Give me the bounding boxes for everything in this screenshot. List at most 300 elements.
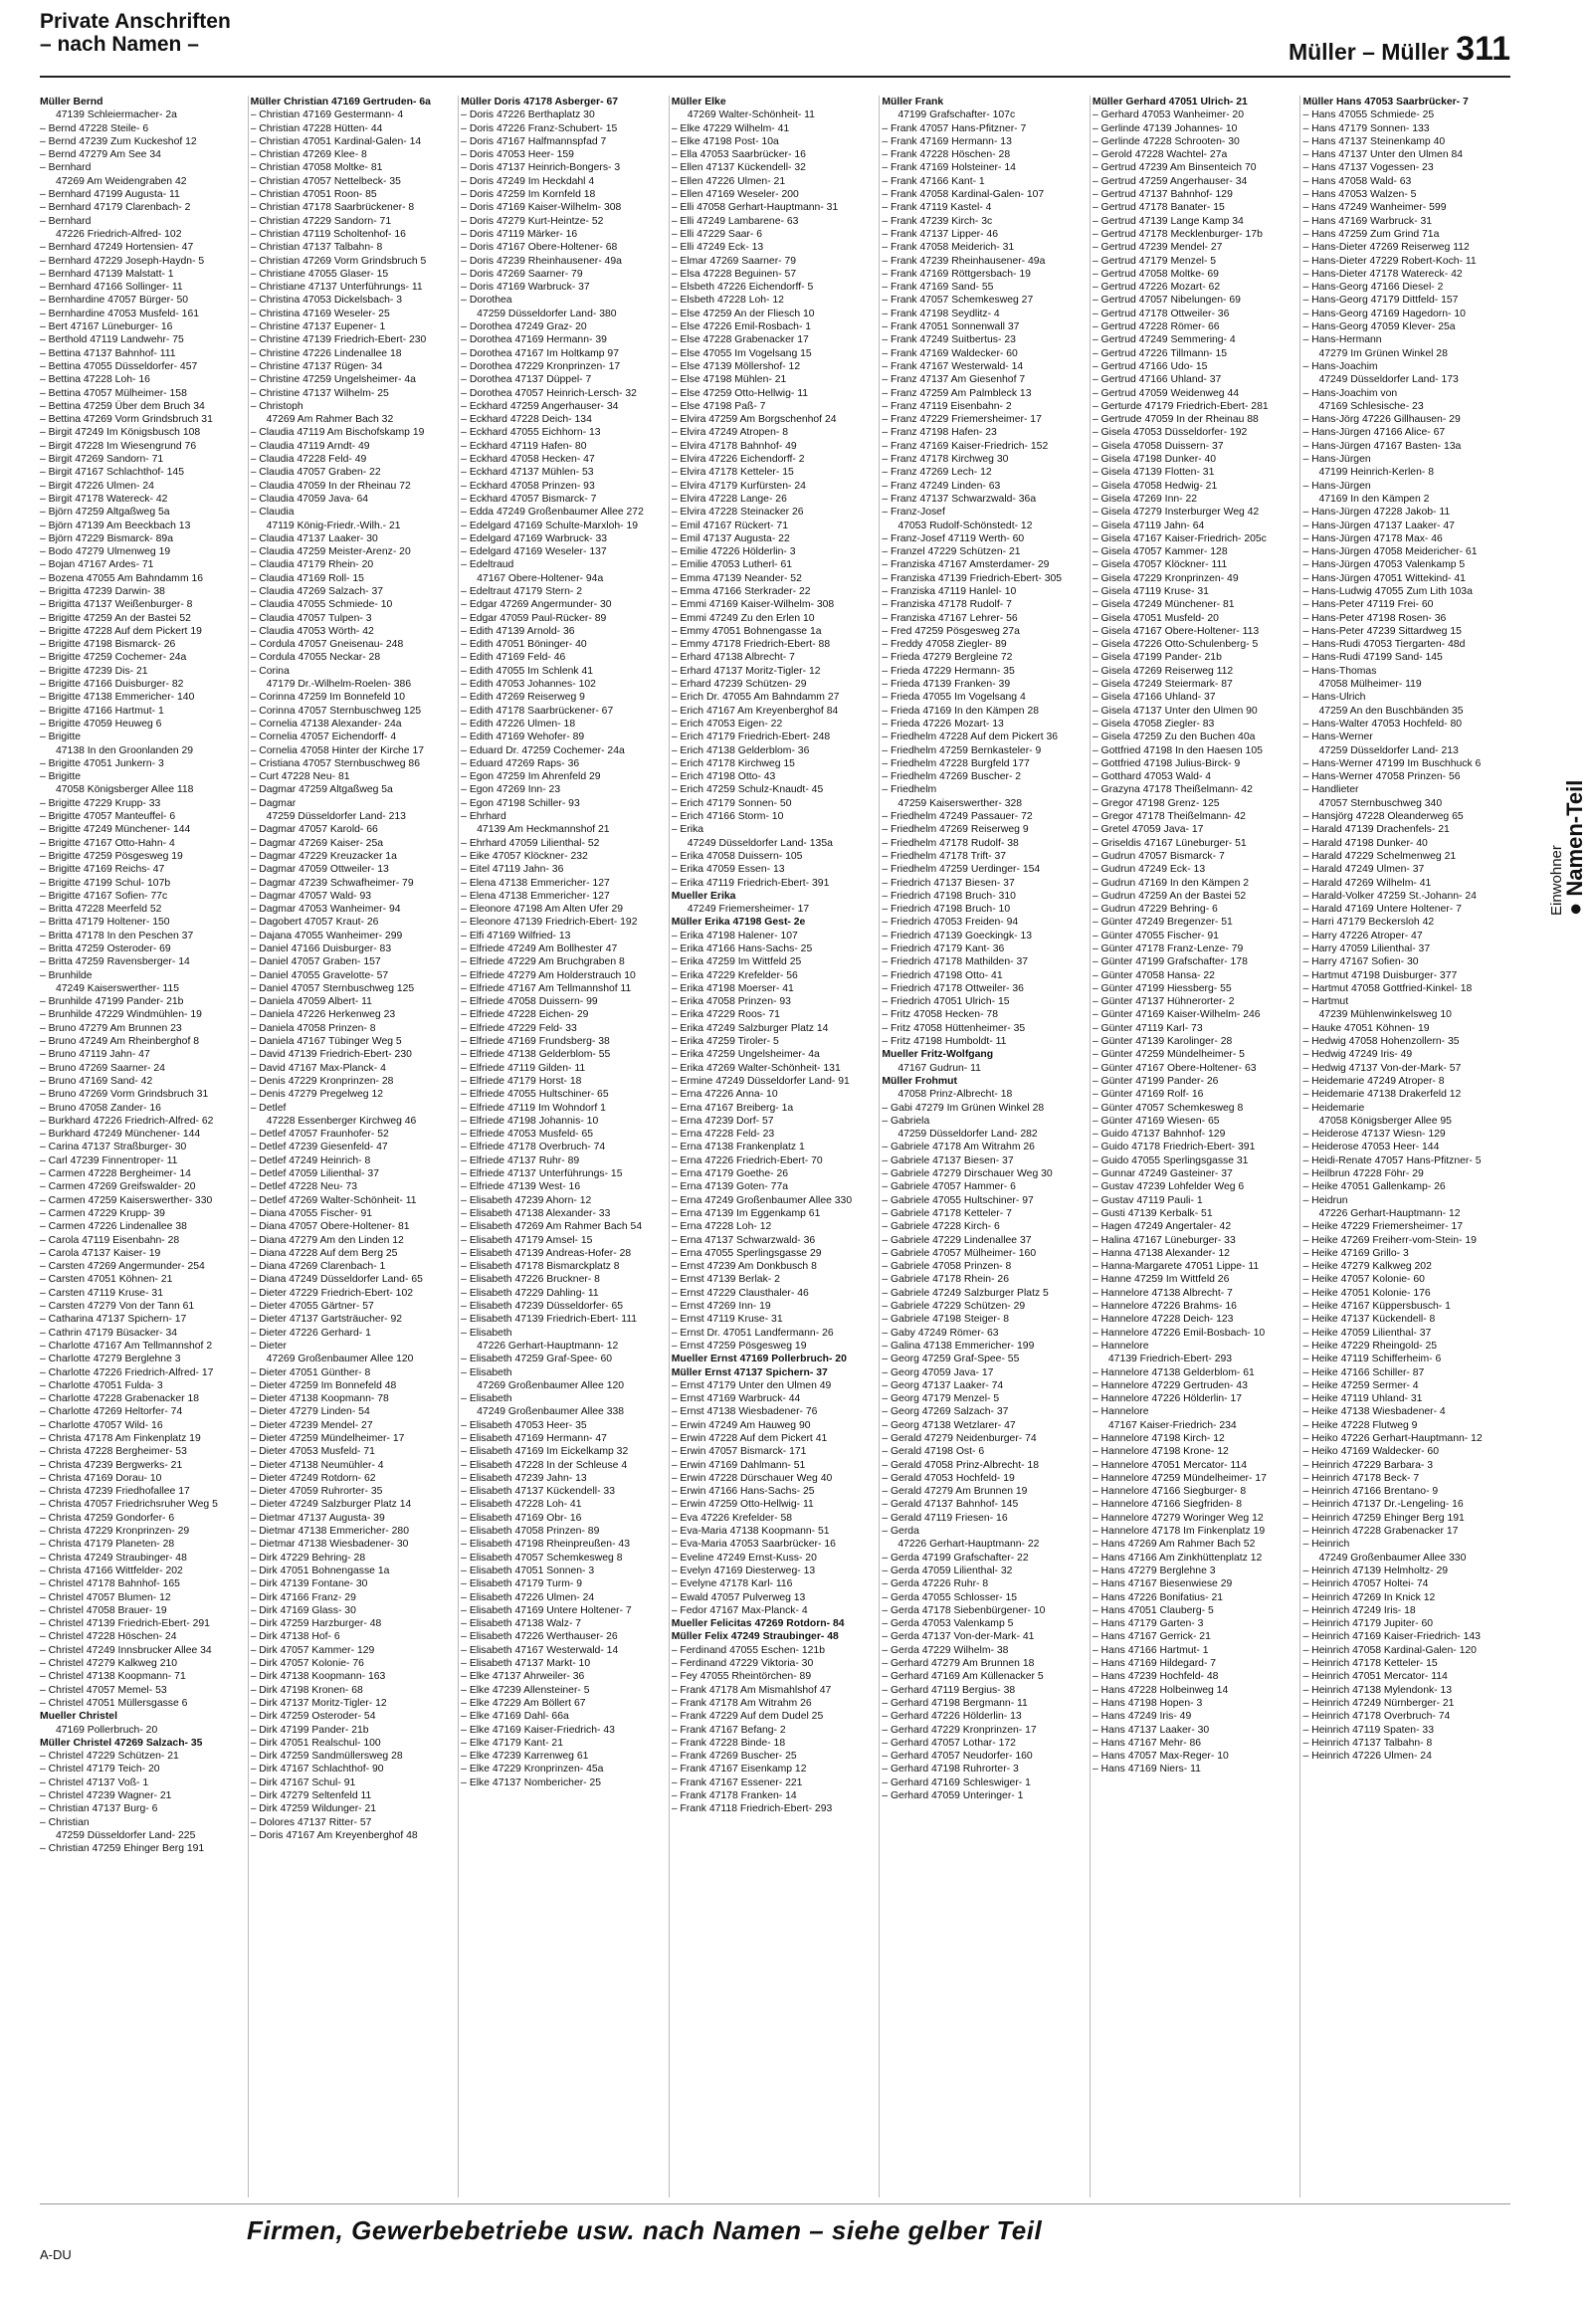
directory-entry: – Harald 47198 Dunker- 40 — [1302, 837, 1428, 849]
directory-entry: – Doris 47053 Heer- 159 — [461, 149, 574, 161]
directory-entry: – Carmen 47228 Bergheimer- 14 — [40, 1168, 191, 1180]
directory-entry: – Britta 47179 Holtener- 150 — [40, 917, 170, 929]
directory-entry: – Elisabeth 47167 Westerwald- 14 — [461, 1644, 619, 1656]
directory-entry: – Hans-Ludwig 47055 Zum Lith 103a — [1302, 585, 1473, 597]
directory-entry: – Elfriede 47228 Eichen- 29 — [461, 1009, 589, 1021]
directory-entry: – Gabi 47279 Im Grünen Winkel 28 — [882, 1102, 1045, 1114]
directory-entry: – Bozena 47055 Am Bahndamm 16 — [40, 572, 204, 584]
directory-entry: – Dirk 47167 Schul- 91 — [250, 1776, 356, 1788]
directory-entry: 47259 Düsseldorfer Land- 282 — [898, 1129, 1038, 1141]
directory-entry: – Hans-Werner 47199 Im Buschhuck 6 — [1302, 757, 1482, 769]
directory-entry: – Gabriele 47228 Kirch- 6 — [882, 1221, 1000, 1233]
directory-entry: – Gisela 47058 Ziegler- 83 — [1092, 718, 1215, 730]
directory-entry: – Gerhard 47057 Lothar- 172 — [882, 1737, 1016, 1749]
directory-entry: – Dieter 47279 Linden- 54 — [250, 1406, 370, 1418]
directory-entry: – Carsten 47279 Von der Tann 61 — [40, 1301, 195, 1313]
directory-entry: – Harald 47229 Schelmenweg 21 — [1302, 850, 1457, 862]
directory-entry: – Eduard Dr. 47259 Cochemer- 24a — [461, 744, 625, 756]
directory-entry: – Gabriele 47178 Am Witrahm 26 — [882, 1142, 1035, 1153]
directory-entry: – Edith 47269 Reiserweg 9 — [461, 692, 585, 704]
directory-entry: – Heilbrun 47228 Föhr- 29 — [1302, 1168, 1424, 1180]
directory-entry: – Bruno 47269 Saarner- 24 — [40, 1062, 165, 1074]
directory-entry: – Doris 47259 Im Kornfeld 18 — [461, 189, 596, 201]
directory-entry: – Dietmar 47138 Emmericher- 280 — [250, 1526, 409, 1538]
directory-entry: – Hannelore 47229 Gertruden- 43 — [1092, 1379, 1248, 1391]
directory-entry: – Hannelore 47166 Siegburger- 8 — [1092, 1486, 1247, 1498]
directory-entry: – Else 47198 Mühlen- 21 — [671, 374, 787, 386]
directory-entry: – Frank 47178 Am Mismahlshof 47 — [671, 1684, 832, 1696]
directory-entry: – Friedhelm 47269 Buscher- 2 — [882, 771, 1022, 783]
directory-entry: – Dagmar 47053 Wanheimer- 94 — [250, 904, 401, 916]
directory-entry: – Egon 47259 Im Ahrenfeld 29 — [461, 771, 601, 783]
directory-entry: – Friedrich 47179 Kant- 36 — [882, 943, 1005, 954]
directory-entry: – Friedrich 47198 Otto- 41 — [882, 969, 1003, 981]
directory-entry: – Emma 47139 Neander- 52 — [671, 572, 802, 584]
directory-entry: – Hans 47179 Sonnen- 133 — [1302, 122, 1430, 134]
directory-entry: – Gabriele 47057 Hammer- 6 — [882, 1181, 1016, 1193]
directory-entry: – Elfriede 47058 Duissern- 99 — [461, 996, 598, 1008]
directory-entry: – Claudia 47169 Roll- 15 — [250, 572, 364, 584]
directory-entry: – Else 47198 Paß- 7 — [671, 400, 766, 412]
directory-entry: – Hans-Joachim von — [1302, 387, 1398, 399]
directory-entry: – Ferdinand 47055 Eschen- 121b — [671, 1644, 825, 1656]
directory-entry: – Erika 47058 Prinzen- 93 — [671, 996, 791, 1008]
directory-entry: – Hans 47058 Wald- 63 — [1302, 175, 1412, 187]
directory-entry: – Heinrich 47229 Barbara- 3 — [1302, 1459, 1434, 1471]
directory-entry: – Frank 47137 Lipper- 46 — [882, 228, 998, 240]
directory-entry: – Franzel 47229 Schützen- 21 — [882, 546, 1021, 558]
directory-entry: – Heinrich 47249 Nürnberger- 21 — [1302, 1697, 1455, 1709]
directory-entry: – Ernst 47179 Unter den Ulmen 49 — [671, 1379, 832, 1391]
directory-entry: – Emma 47166 Sterkrader- 22 — [671, 585, 811, 597]
directory-entry: – Dieter 47138 Neumühler- 4 — [250, 1459, 384, 1471]
directory-entry: – Bernd 47239 Zum Kuckeshof 12 — [40, 135, 197, 147]
directory-entry: – Frank 47239 Rheinhausener- 49a — [882, 255, 1046, 267]
directory-entry: – Georg 47269 Salzach- 37 — [882, 1406, 1009, 1418]
directory-entry: – Gerda 47137 Von-der-Mark- 41 — [882, 1631, 1035, 1643]
directory-entry: 47226 Gerhart-Hauptmann- 12 — [477, 1340, 619, 1352]
directory-entry: – Dieter — [250, 1340, 287, 1352]
directory-entry: – Brigitte 47167 Sofien- 77c — [40, 890, 168, 902]
directory-entry: – Claudia 47137 Laaker- 30 — [250, 532, 378, 544]
directory-entry: – Friedhelm 47249 Passauer- 72 — [882, 811, 1033, 823]
footer-note: Firmen, Gewerbebetriebe usw. nach Namen – siehe gelber Teil — [247, 2215, 1043, 2245]
directory-entry: – Frank 47249 Suitbertus- 23 — [882, 334, 1016, 346]
directory-entry: – Dieter 47249 Salzburger Platz 14 — [250, 1499, 412, 1511]
directory-entry: – Diana 47057 Obere-Holtener- 81 — [250, 1221, 410, 1233]
directory-entry: – Grazyna 47178 Theißelmann- 42 — [1092, 784, 1253, 796]
directory-entry: – Gisela 47051 Musfeld- 20 — [1092, 612, 1219, 624]
directory-column — [40, 96, 249, 2197]
directory-entry: – Brigitte 47059 Heuweg 6 — [40, 718, 162, 730]
directory-entry: – Brigitte 47229 Krupp- 33 — [40, 797, 161, 809]
side-tab-line1: Einwohner — [1548, 845, 1565, 916]
directory-entry: – Hans-Dieter 47269 Reiserweg 112 — [1302, 242, 1470, 254]
directory-entry: – Ella 47053 Saarbrücker- 16 — [671, 149, 806, 161]
directory-entry: – Elisabeth 47259 Graf-Spee- 60 — [461, 1354, 613, 1365]
directory-entry: – Gerda 47053 Valenkamp 5 — [882, 1618, 1014, 1630]
directory-entry: – David 47167 Max-Planck- 4 — [250, 1062, 386, 1074]
directory-entry: – Frank 47057 Hans-Pfitzner- 7 — [882, 122, 1027, 134]
directory-entry: – Friedrich 47051 Ulrich- 15 — [882, 996, 1010, 1008]
directory-entry: – Günter 47055 Fischer- 91 — [1092, 930, 1219, 941]
directory-entry: – Hans 47166 Am Zinkhüttenplatz 12 — [1092, 1552, 1263, 1564]
directory-entry: – Dagmar 47057 Karold- 66 — [250, 824, 378, 836]
directory-entry: Müller Christian 47169 Gertruden- 6a — [250, 97, 431, 107]
directory-entry: – Erna 47179 Goethe- 26 — [671, 1168, 789, 1180]
directory-entry: – Gerald 47279 Neidenburger- 74 — [882, 1432, 1037, 1444]
directory-entry: – Gisela 47057 Kammer- 128 — [1092, 546, 1228, 558]
directory-entry: – Erich 47178 Kirchweg 15 — [671, 757, 795, 769]
directory-entry: – Charlotte 47057 Wild- 16 — [40, 1419, 163, 1431]
directory-entry: – Elisabeth 47137 Markt- 10 — [461, 1658, 591, 1670]
directory-entry: – Burkhard 47249 Münchener- 144 — [40, 1129, 201, 1141]
directory-entry: – Dieter 47259 Im Bonnefeld 48 — [250, 1379, 397, 1391]
directory-entry: – Carl 47239 Finnentroper- 11 — [40, 1154, 178, 1166]
directory-entry: – Elvira 47226 Eichendorff- 2 — [671, 454, 805, 466]
directory-entry: – Bettina 47057 Mülheimer- 158 — [40, 387, 187, 399]
directory-entry: – Dagmar 47059 Ottweiler- 13 — [250, 864, 389, 876]
directory-entry: – Christian 47269 Klee- 8 — [250, 149, 367, 161]
directory-entry: Mueller Christel — [40, 1711, 117, 1723]
directory-entry: – Dorothea 47169 Hermann- 39 — [461, 334, 607, 346]
directory-entry: – Hans-Rudi 47053 Tiergarten- 48d — [1302, 639, 1466, 651]
directory-entry: – Ewald 47057 Pulverweg 13 — [671, 1591, 806, 1603]
directory-entry: – Hans-Georg 47166 Diesel- 2 — [1302, 282, 1444, 294]
directory-entry: – Christoph — [250, 400, 303, 412]
directory-entry: – Hans 47137 Unter den Ulmen 84 — [1302, 149, 1464, 161]
directory-entry: – Egon 47269 Inn- 23 — [461, 784, 561, 796]
directory-entry: – Edeltraut 47179 Stern- 2 — [461, 585, 583, 597]
directory-entry: – Frank 47167 Eisenkamp 12 — [671, 1764, 807, 1776]
directory-entry: – Gunnar 47249 Gasteiner- 37 — [1092, 1168, 1233, 1180]
directory-entry: – Günter 47167 Obere-Holtener- 63 — [1092, 1062, 1257, 1074]
directory-entry: – Christine 47137 Wilhelm- 25 — [250, 387, 389, 399]
directory-entry: – Dirk 47229 Behring- 28 — [250, 1552, 366, 1564]
directory-entry: – Hans 47137 Laaker- 30 — [1092, 1724, 1210, 1736]
directory-entry: – Bernhardine 47057 Bürger- 50 — [40, 295, 189, 307]
directory-entry: – Elke 47137 Ahrweiler- 36 — [461, 1671, 585, 1683]
directory-entry: – Corinna 47259 Im Bonnefeld 10 — [250, 692, 405, 704]
directory-entry: – Britta 47259 Ravensberger- 14 — [40, 956, 190, 968]
directory-entry: – Friedrich 47178 Mathilden- 37 — [882, 956, 1029, 968]
directory-entry: – Elisabeth 47229 Dahling- 11 — [461, 1287, 599, 1299]
directory-entry: 47239 Mühlenwinkelsweg 10 — [1318, 1009, 1452, 1021]
directory-entry: – Gertrud 47178 Banater- 15 — [1092, 202, 1225, 214]
directory-entry: – Hans 47226 Bonifatius- 21 — [1092, 1591, 1224, 1603]
directory-entry: – Hans-Rudi 47199 Sand- 145 — [1302, 652, 1443, 664]
directory-entry: – Edelgard 47169 Schulte-Marxloh- 19 — [461, 520, 639, 531]
directory-entry: – Hannelore 47138 Albrecht- 7 — [1092, 1287, 1233, 1299]
directory-entry: – Erich 47138 Gelderblom- 36 — [671, 744, 810, 756]
directory-entry: – Hans 47166 Hartmut- 1 — [1092, 1644, 1209, 1656]
directory-entry: – Hans-Jürgen 47137 Laaker- 47 — [1302, 520, 1455, 531]
directory-entry: – Elke 47198 Post- 10a — [671, 135, 779, 147]
directory-entry: – Hans 47137 Steinenkamp 40 — [1302, 135, 1446, 147]
directory-entry: – Frank 47169 Sand- 55 — [882, 282, 994, 294]
directory-entry: – Frank 47057 Schemkesweg 27 — [882, 295, 1034, 307]
directory-entry: – Dirk 47166 Franz- 29 — [250, 1591, 356, 1603]
directory-entry: – Edith 47169 Feld- 46 — [461, 652, 566, 664]
directory-entry: – Elisabeth 47139 Friedrich-Ebert- 111 — [461, 1314, 638, 1326]
directory-entry: – Gudrun 47259 An der Bastei 52 — [1092, 890, 1247, 902]
directory-entry: – Hans 47053 Walzen- 5 — [1302, 189, 1417, 201]
directory-entry: Müller Christel 47269 Salzach- 35 — [40, 1737, 203, 1749]
directory-entry: – Gisela 47249 Münchener- 81 — [1092, 599, 1235, 611]
directory-entry: – Edith 47051 Böninger- 40 — [461, 639, 587, 651]
directory-entry: – Frieda 47229 Hermann- 35 — [882, 665, 1015, 677]
directory-entry: 47119 König-Friedr.-Wilh.- 21 — [266, 520, 401, 531]
directory-entry: – Doris 47269 Saarner- 79 — [461, 268, 583, 280]
directory-entry: – Christian 47058 Moltke- 81 — [250, 162, 383, 174]
directory-entry: – Heike 47167 Küppersbusch- 1 — [1302, 1301, 1451, 1313]
directory-entry: – Heidi-Renate 47057 Hans-Pfitzner- 5 — [1302, 1154, 1482, 1166]
directory-entry: – Hans 47057 Max-Reger- 10 — [1092, 1751, 1229, 1763]
directory-entry: – Charlotte 47226 Friedrich-Alfred- 17 — [40, 1366, 214, 1378]
directory-entry: – Elsbeth 47228 Loh- 12 — [671, 295, 784, 307]
directory-entry: – Dirk 47259 Harzburger- 48 — [250, 1618, 382, 1630]
directory-entry: – Günter 47139 Karolinger- 28 — [1092, 1036, 1233, 1048]
directory-entry: – Ernst 47239 Am Donkbusch 8 — [671, 1261, 817, 1273]
directory-entry: – Elisabeth 47179 Amsel- 15 — [461, 1234, 593, 1246]
directory-entry: – Hans 47169 Warbruck- 31 — [1302, 215, 1433, 227]
directory-entry: – Burkhard 47226 Friedrich-Alfred- 62 — [40, 1115, 214, 1127]
directory-entry: – Denis 47279 Pregelweg 12 — [250, 1089, 384, 1101]
directory-entry: – Gisela 47229 Kronprinzen- 49 — [1092, 572, 1239, 584]
directory-entry: – Detlef 47239 Giesenfeld- 47 — [250, 1142, 388, 1153]
directory-entry: – Heike 47228 Flutweg 9 — [1302, 1419, 1418, 1431]
directory-entry: – Edith 47055 Im Schlenk 41 — [461, 665, 594, 677]
directory-entry: – Elisabeth 47226 Bruckner- 8 — [461, 1274, 600, 1286]
directory-entry: – Gerda — [882, 1526, 919, 1538]
directory-entry: – Gisela 47249 Steiermark- 87 — [1092, 679, 1233, 691]
directory-entry: – Hans-Jürgen 47167 Basten- 13a — [1302, 440, 1462, 452]
directory-entry: – Dirk 47199 Pander- 21b — [250, 1724, 369, 1736]
directory-entry: 47259 An den Buschbänden 35 — [1318, 705, 1464, 717]
directory-entry: – Elfriede 47179 Horst- 18 — [461, 1075, 582, 1087]
directory-entry: – Eleonore 47198 Am Alten Ufer 29 — [461, 904, 624, 916]
directory-entry: – Christine 47226 Lindenallee 18 — [250, 347, 402, 359]
directory-entry: – Fred 47259 Pösgesweg 27a — [882, 625, 1020, 637]
directory-entry: – Edelgard 47169 Warbruck- 33 — [461, 532, 608, 544]
footer-code: A-DU — [40, 2247, 72, 2262]
directory-entry: – Evelyn 47169 Diesterweg- 13 — [671, 1565, 816, 1576]
directory-entry: – Christa 47057 Friedrichsruher Weg 5 — [40, 1499, 218, 1511]
directory-entry: Müller Elke — [671, 97, 726, 107]
directory-entry: – Christa 47179 Planeten- 28 — [40, 1539, 175, 1551]
header-title-line1: Private Anschriften — [40, 10, 231, 33]
directory-entry: – Elfriede 47119 Gilden- 11 — [461, 1062, 586, 1074]
directory-entry: – Fey 47055 Rheintörchen- 89 — [671, 1671, 812, 1683]
directory-entry: – Elisabeth 47058 Prinzen- 89 — [461, 1526, 600, 1538]
directory-entry: – Bernhard 47166 Sollinger- 11 — [40, 282, 183, 294]
directory-entry: – Heinrich 47169 Kaiser-Friedrich- 143 — [1302, 1631, 1481, 1643]
directory-entry: – Guido 47137 Bahnhof- 129 — [1092, 1129, 1226, 1141]
directory-entry: – Elisabeth 47138 Walz- 7 — [461, 1618, 582, 1630]
directory-entry: – Daniel 47057 Graben- 157 — [250, 956, 381, 968]
directory-entry: – Christian 47137 Talbahn- 8 — [250, 242, 383, 254]
directory-column — [1302, 96, 1510, 2197]
side-tab-line2: ● Namen-Teil — [1562, 779, 1587, 916]
directory-entry: – Fritz 47058 Hüttenheimer- 35 — [882, 1022, 1026, 1034]
directory-entry: – Christel 47139 Friedrich-Ebert- 291 — [40, 1618, 210, 1630]
directory-entry: – Claudia 47059 Java- 64 — [250, 493, 368, 505]
directory-entry: – Gertrude 47059 In der Rheinau 88 — [1092, 414, 1259, 426]
directory-entry: – Erika 47119 Friedrich-Ebert- 391 — [671, 877, 830, 889]
directory-entry: – Hanne 47259 Im Wittfeld 26 — [1092, 1274, 1230, 1286]
directory-entry: – Elisabeth 47228 In der Schleuse 4 — [461, 1459, 628, 1471]
directory-entry: – Halina 47167 Lüneburger- 33 — [1092, 1234, 1236, 1246]
directory-entry: – Brigitte 47169 Reichs- 47 — [40, 864, 165, 876]
directory-entry: – Gerda 47229 Wilhelm- 38 — [882, 1644, 1009, 1656]
directory-entry: – Friedhelm 47269 Reiserweg 9 — [882, 824, 1029, 836]
directory-entry: – Gusti 47139 Kerbalk- 51 — [1092, 1207, 1213, 1219]
directory-entry: – Claudia 47179 Rhein- 20 — [250, 559, 374, 571]
directory-entry: – Ernst 47169 Warbruck- 44 — [671, 1393, 801, 1405]
directory-entry: – Christel 47178 Bahnhof- 165 — [40, 1578, 180, 1590]
directory-entry: – Christian 47051 Roon- 85 — [250, 189, 377, 201]
directory-entry: – Heike 47059 Lilienthal- 37 — [1302, 1327, 1432, 1339]
directory-entry: – Gudrun 47249 Eck- 13 — [1092, 864, 1206, 876]
directory-entry: – Elisabeth 47239 Düsseldorfer- 65 — [461, 1301, 624, 1313]
directory-entry: – Frank 47178 Am Witrahm 26 — [671, 1697, 812, 1709]
directory-entry: – Heinrich 47178 Ketteler- 15 — [1302, 1658, 1438, 1670]
directory-entry: – Friedrich 47137 Biesen- 37 — [882, 877, 1015, 889]
directory-entry: – Hannelore 47259 Mündelheimer- 17 — [1092, 1472, 1267, 1484]
directory-entry: – Dirk 47259 Sandmüllersweg 28 — [250, 1751, 403, 1763]
directory-entry: – Gerhard 47226 Hölderlin- 13 — [882, 1711, 1022, 1723]
directory-entry: – Elisabeth 47198 Rheinpreußen- 43 — [461, 1539, 630, 1551]
directory-entry: – Elli 47249 Lambarene- 63 — [671, 215, 799, 227]
directory-entry: – Elvira 47249 Atropen- 8 — [671, 427, 788, 439]
directory-entry: – Elisabeth 47169 Im Eickelkamp 32 — [461, 1446, 629, 1458]
directory-entry: – Gerhard 47059 Unteringer- 1 — [882, 1790, 1024, 1801]
directory-entry: 47199 Heinrich-Kerlen- 8 — [1318, 467, 1434, 479]
directory-entry: – Bernd 47228 Steile- 6 — [40, 122, 149, 134]
directory-entry: – Heidemarie 47138 Drakerfeld 12 — [1302, 1089, 1462, 1101]
directory-entry: – Diana 47249 Düsseldorfer Land- 65 — [250, 1274, 423, 1286]
directory-entry: – Erna 47226 Friedrich-Ebert- 70 — [671, 1154, 823, 1166]
directory-entry: – Gabriele 47249 Salzburger Platz 5 — [882, 1287, 1049, 1299]
directory-entry: – Detlef 47228 Neu- 73 — [250, 1181, 358, 1193]
directory-entry: – Heike 47051 Gallenkamp- 26 — [1302, 1181, 1446, 1193]
directory-entry: – Elisabeth — [461, 1393, 512, 1405]
directory-entry: – Dirk 47138 Koopmann- 163 — [250, 1671, 386, 1683]
directory-entry: – Elfi 47169 Wilfried- 13 — [461, 930, 571, 941]
directory-entry: – Harry 47226 Atroper- 47 — [1302, 930, 1423, 941]
directory-entry: – Dajana 47055 Wanheimer- 299 — [250, 930, 403, 941]
directory-entry: – Hans-Peter 47198 Rosen- 36 — [1302, 612, 1447, 624]
directory-entry: – Heike 47138 Wiesbadener- 4 — [1302, 1406, 1446, 1418]
directory-entry: – Gottfried 47198 In den Haesen 105 — [1092, 744, 1263, 756]
directory-entry: Müller Frohmut — [882, 1075, 957, 1087]
directory-entry: – Frank 47058 Meiderich- 31 — [882, 242, 1015, 254]
directory-entry: – Christian 47119 Scholtenhof- 16 — [250, 228, 406, 240]
directory-entry: – Dieter 47137 Gartsträucher- 92 — [250, 1314, 403, 1326]
directory-entry: – Bettina 47137 Bahnhof- 111 — [40, 347, 176, 359]
directory-entry: – Dieter 47229 Friedrich-Ebert- 102 — [250, 1287, 414, 1299]
directory-entry: – Hans 47198 Hopen- 3 — [1092, 1697, 1203, 1709]
directory-entry: – Elisabeth — [461, 1327, 512, 1339]
directory-entry: – Edelgard 47169 Weseler- 137 — [461, 546, 607, 558]
directory-entry: – Christian 47057 Nettelbeck- 35 — [250, 175, 401, 187]
directory-entry: – Elfriede 47119 Im Wohndorf 1 — [461, 1102, 606, 1114]
directory-entry: – Bruno 47249 Am Rheinberghof 8 — [40, 1036, 200, 1048]
directory-entry: – Brunhilde 47229 Windmühlen- 19 — [40, 1009, 202, 1021]
directory-entry: – Christel 47239 Wagner- 21 — [40, 1790, 172, 1801]
directory-entry: – Gertrud 47226 Mozart- 62 — [1092, 282, 1221, 294]
directory-entry: – Christian 47259 Ehinger Berg 191 — [40, 1843, 205, 1855]
directory-entry: – Brigitte 47166 Hartmut- 1 — [40, 705, 164, 717]
directory-entry: – Erna 47226 Anna- 10 — [671, 1089, 778, 1101]
directory-entry: – Edeltraud — [461, 559, 514, 571]
directory-entry: – Egon 47198 Schiller- 93 — [461, 797, 580, 809]
directory-entry: Müller Bernd — [40, 97, 103, 107]
directory-entry: – Hans-Jörg 47226 Gillhausen- 29 — [1302, 414, 1461, 426]
directory-entry: – Dirk 47051 Realschul- 100 — [250, 1737, 381, 1749]
directory-entry: – Heike 47137 Kückendell- 8 — [1302, 1314, 1436, 1326]
directory-entry: – Gisela 47259 Zu den Buchen 40a — [1092, 732, 1256, 743]
header-title-line2: – nach Namen – — [40, 33, 199, 56]
directory-entry: – Erwin 47259 Otto-Hellwig- 11 — [671, 1499, 814, 1511]
directory-entry: – Heinrich 47051 Mercator- 114 — [1302, 1671, 1448, 1683]
directory-entry: 47058 Königsberger Allee 95 — [1318, 1115, 1452, 1127]
directory-entry: – Heiderose 47053 Heer- 144 — [1302, 1142, 1440, 1153]
directory-entry: – Franz 47178 Kirchweg 30 — [882, 454, 1009, 466]
directory-entry: – Erich Dr. 47055 Am Bahndamm 27 — [671, 692, 840, 704]
directory-entry: – Heike 47269 Freiherr-vom-Stein- 19 — [1302, 1234, 1477, 1246]
directory-entry: – Hans-Joachim — [1302, 360, 1378, 372]
directory-entry: – Christa 47239 Bergwerks- 21 — [40, 1459, 183, 1471]
directory-entry: – Eduard 47269 Raps- 36 — [461, 757, 580, 769]
directory-entry: – Gretel 47059 Java- 17 — [1092, 824, 1204, 836]
directory-entry: – Elfriede 47055 Hultschiner- 65 — [461, 1089, 609, 1101]
directory-entry: – Claudia 47057 Graben- 22 — [250, 467, 381, 479]
directory-column — [461, 96, 670, 2197]
directory-entry: – Brigitte 47166 Duisburger- 82 — [40, 679, 184, 691]
directory-entry: – Diana 47055 Fischer- 91 — [250, 1207, 373, 1219]
directory-entry: – Erna 47139 Goten- 77a — [671, 1181, 789, 1193]
directory-entry: 47169 In den Kämpen 2 — [1318, 493, 1430, 505]
directory-entry: – Doris 47249 Im Heckdahl 4 — [461, 175, 595, 187]
directory-entry: – Else 47228 Grabenacker 17 — [671, 334, 809, 346]
directory-entry: – Günter 47178 Franz-Lenze- 79 — [1092, 943, 1244, 954]
directory-entry: – Gerhard 47119 Bergius- 38 — [882, 1684, 1016, 1696]
directory-entry: 47058 Mülheimer- 119 — [1318, 679, 1422, 691]
directory-entry: – Eckhard 47259 Angerhauser- 34 — [461, 400, 619, 412]
directory-entry: – Doris 47169 Kaiser-Wilhelm- 308 — [461, 202, 622, 214]
directory-entry: – Elfriede 47169 Frundsberg- 38 — [461, 1036, 610, 1048]
directory-entry: – Frank 47051 Sonnenwall 37 — [882, 321, 1020, 333]
directory-entry: – Gerald 47198 Ost- 6 — [882, 1446, 985, 1458]
directory-entry: – Heike 47259 Sermer- 4 — [1302, 1379, 1419, 1391]
directory-entry: – Hans-Werner — [1302, 732, 1373, 743]
directory-entry: – Franz 47169 Kaiser-Friedrich- 152 — [882, 440, 1049, 452]
directory-entry: – Bruno 47279 Am Brunnen 23 — [40, 1022, 182, 1034]
directory-entry: – Christel 47228 Höschen- 24 — [40, 1631, 177, 1643]
directory-entry: Mueller Felicitas 47269 Rotdorn- 84 — [671, 1618, 845, 1630]
directory-entry: – Guido 47178 Friedrich-Ebert- 391 — [1092, 1142, 1256, 1153]
directory-entry: – Elisabeth 47179 Turm- 9 — [461, 1578, 583, 1590]
directory-entry: 47169 Pollerbruch- 20 — [56, 1724, 158, 1736]
directory-entry: – Dirk 47057 Kammer- 129 — [250, 1644, 375, 1656]
directory-entry: – Gerald 47137 Bahnhof- 145 — [882, 1499, 1019, 1511]
directory-entry: – Erika 47059 Essen- 13 — [671, 864, 785, 876]
directory-entry: – Christian 47269 Vorm Grindsbruch 5 — [250, 255, 427, 267]
directory-entry: – Elena 47138 Emmericher- 127 — [461, 877, 610, 889]
directory-entry: – Georg 47137 Laaker- 74 — [882, 1379, 1004, 1391]
directory-entry: – Günter 47119 Karl- 73 — [1092, 1022, 1203, 1034]
